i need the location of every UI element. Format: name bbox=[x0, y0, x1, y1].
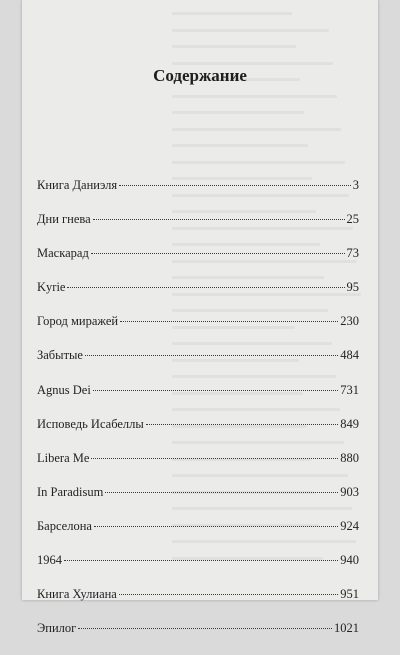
toc-entry-title: Книга Хулиана bbox=[37, 587, 117, 602]
toc-entry bbox=[37, 519, 359, 553]
show-through-line bbox=[172, 161, 345, 164]
dot-leader bbox=[93, 219, 345, 220]
toc-entry-title: Забытые bbox=[37, 348, 83, 363]
show-through-line bbox=[172, 111, 304, 114]
table-of-contents bbox=[37, 178, 359, 655]
toc-entry bbox=[37, 178, 359, 212]
toc-entry-title: Дни гнева bbox=[37, 212, 91, 227]
toc-entry bbox=[37, 383, 359, 417]
toc-entry-page: 924 bbox=[340, 518, 359, 533]
show-through-line bbox=[172, 29, 329, 32]
toc-entry-page: 940 bbox=[340, 553, 359, 568]
dot-leader bbox=[78, 628, 332, 629]
toc-entry-page: 95 bbox=[346, 280, 359, 295]
toc-entry bbox=[37, 621, 359, 655]
toc-entry-title: Город миражей bbox=[37, 314, 119, 329]
toc-entry-title: Kyrie bbox=[37, 280, 66, 295]
dot-leader bbox=[120, 321, 338, 322]
toc-entry-page: 849 bbox=[340, 416, 359, 431]
toc-entry-page: 484 bbox=[340, 348, 359, 363]
book-page bbox=[22, 0, 378, 636]
toc-entry bbox=[37, 348, 359, 382]
show-through-line bbox=[172, 95, 337, 98]
toc-entry-title: Книга Даниэля bbox=[37, 178, 118, 192]
show-through-line bbox=[172, 144, 308, 147]
toc-entry-title: Барселона bbox=[37, 518, 92, 533]
toc-entry-page: 73 bbox=[346, 246, 359, 261]
toc-entry bbox=[37, 280, 359, 314]
toc-entry-page: 230 bbox=[340, 314, 359, 329]
dot-leader bbox=[93, 390, 338, 391]
show-through-line bbox=[172, 12, 292, 15]
toc-entry-page: 3 bbox=[352, 178, 359, 192]
toc-entry bbox=[37, 417, 359, 451]
toc-entry-page: 880 bbox=[340, 450, 359, 465]
dot-leader bbox=[146, 424, 338, 425]
page-title: Содержание bbox=[153, 66, 247, 85]
toc-entry-title: Agnus Dei bbox=[37, 382, 91, 397]
show-through-line bbox=[172, 45, 296, 48]
toc-entry-page: 25 bbox=[346, 212, 359, 227]
show-through-line bbox=[172, 128, 341, 131]
toc-entry bbox=[37, 314, 359, 348]
toc-entry-title: 1964 bbox=[37, 553, 62, 568]
dot-leader bbox=[94, 526, 338, 527]
toc-entry bbox=[37, 212, 359, 246]
dot-leader bbox=[91, 253, 345, 254]
dot-leader bbox=[85, 355, 338, 356]
toc-entry-page: 903 bbox=[340, 484, 359, 499]
toc-entry bbox=[37, 246, 359, 280]
toc-entry-title: Libera Me bbox=[37, 450, 90, 465]
dot-leader bbox=[64, 560, 338, 561]
toc-entry bbox=[37, 553, 359, 587]
toc-entry-title: In Paradisum bbox=[37, 484, 104, 499]
toc-entry-page: 731 bbox=[340, 382, 359, 397]
dot-leader bbox=[105, 492, 338, 493]
toc-entry-title: Исповедь Исабеллы bbox=[37, 416, 144, 431]
dot-leader bbox=[67, 287, 344, 288]
dot-leader bbox=[91, 458, 338, 459]
toc-entry bbox=[37, 587, 359, 621]
dot-leader bbox=[119, 594, 338, 595]
dot-leader bbox=[119, 185, 351, 186]
toc-entry bbox=[37, 451, 359, 485]
toc-entry-page: 951 bbox=[340, 587, 359, 602]
toc-entry-page: 1021 bbox=[334, 621, 359, 636]
toc-entry-title: Эпилог bbox=[37, 621, 77, 636]
toc-entry bbox=[37, 485, 359, 519]
show-through-line bbox=[172, 62, 333, 65]
toc-entry-title: Маскарад bbox=[37, 246, 89, 261]
